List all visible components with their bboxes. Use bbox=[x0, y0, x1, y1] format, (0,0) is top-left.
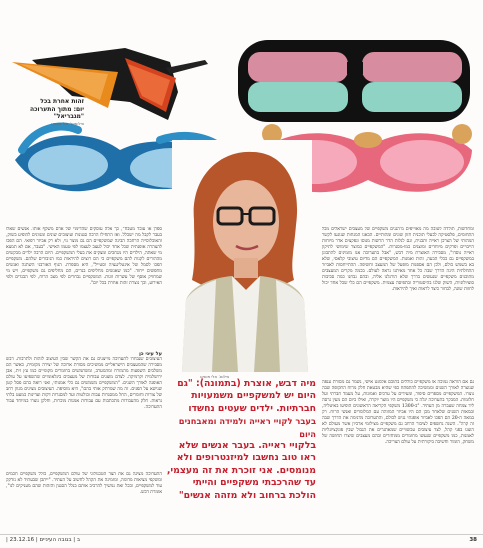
body-column-left-bottom bbox=[6, 472, 162, 532]
paragraph: ספרן או עובד מטבח", כך אלה עוסקים שהדימוי של אדם משקף אותו. אנשים שאלו בעבר לקבל מה ישכלל. ואז התחילו הרבה סגנונות ועיצובים שונים ומגוונים להופיע בשוק, והאוכלוסייה הרחבה הבינה שמשקפיים הם גם מוצר נוי, ולא רק אביזר רפואי. הם הפכו להצהרה אופנתית שכל אחד יכול לעצב לעצמו לפי טעמו האישי. "בעבר, אם לא תמצא מי שאתה, הילדים היו מגחכים ומצקים את בעלי המשקפיים. היום הרבה ילדים מבקשים מההורים לקנות להם משקפיים כי הם רוצים להיראות כמו הגיבורים שלהם. משקפיים הפכו לסמל של אינטליגנציה וסטייל", היא מספרת. הנוף האורבני השתנה ואנשים מחפשים ייחוד. "כמו שאנשים מחליפים בגדים, הם מחליפים גם משקפיים, ויש מי שמחזיק אוסף של עשרות זוגות. המשקפיים נבחרים לפי מצב הרוח, לפי הבגדים ולפי האירוע, וכך נוצרת זהות אחרת בכל יום". bbox=[6, 227, 162, 287]
portrait-credit: צילום: אלי פוסקו bbox=[200, 374, 230, 379]
body-column-right-lower bbox=[322, 380, 474, 532]
pull-quote-line: חברתיות. ילדים שעטים נחשדו bbox=[188, 402, 316, 414]
issue-info: | ב | בגובה העיניים | 23.12.16 bbox=[6, 537, 81, 543]
pull-quote-line: הולכת ברחוב ולא מזהה אנשים" bbox=[178, 489, 316, 501]
caption-credit: צילומים: אלי פוסקו bbox=[51, 120, 84, 126]
pull-quote-line: מיה דבש, אוצרת (בתמונה): "גם bbox=[177, 378, 316, 389]
section-subheading: על עיני כן bbox=[139, 351, 162, 357]
page-number: 38 bbox=[469, 537, 477, 543]
body-column-left-upper bbox=[6, 227, 162, 349]
caption-line2: יום: מתוך התערוכה bbox=[30, 105, 84, 113]
page-footer bbox=[0, 534, 483, 548]
paragraph: גם אם הוראה נמוכה או משקפיים כוללים בתוכם אלמנט אישי, נשמר גם מסורת ענפה שנוצרה לאורך השנים וממשיכה להתפתח כפי שהיא מבטאת חלק מרוח התקופה שבה נוצרו. המשקפיים מספרים סיפור, ומעידים על ערכים ואמונות, על מעמד חברתי ועל חלומות. המבקר בתערוכה יגלה כי משקפיים היו מוצר יוקרה, ואילו כיום הם מעין גרסה ליד צמחה שעברה מן העתיד. "ב-1300 משקפי הקריאה הראשונים הופיעו באיטליה, ובמאות השנים שלאחר מכן הם היו אביזר המזוהה עם המלומדים ואנשי הרוח. רק במאה ה-20 הם הפכו לאביזר אופנתי נגיש לכולם, והתערוכה מדגימה את הדרך שבה זה קרה". השנה נחשפים לציבור הרחב גם משקפיים מצילומי ארכיון אשר מעולם לא הוצגו בפני קהל, לצד עיצובים עכשוויים שמאתגרים את הגבול שבין פונקציונליות לאמנות, כמו משקפיים שנעשו מחומרים ממוחזרים ובהם מעצבים שיצרו תחושה של משחק, הומור וחשיבה ביקורתית על עולם הצריכה. bbox=[322, 380, 474, 446]
portrait-photo bbox=[172, 140, 312, 372]
caption-title: זהות אחרת בכל bbox=[40, 98, 84, 105]
woman-portrait-illustration bbox=[172, 140, 312, 372]
paragraph: התערוכה מציגה גם את הצד הטכנולוגי של עולם המשקפיים, כולל משקפיים חכמים ומשקפי מציאות מדומה, ומזמינה את הקהל לחשוב על העתיד. "ייתכן שבעתיד לא נזדקק עוד למשקפיים, ובכל זאת נמשיך להרכיב אותם בגלל הסגנון והזהות שהם מעניקים לנו", אומרת דבש. bbox=[6, 472, 162, 496]
pull-quote-line: היום יש למשקפיים משמעויות bbox=[191, 390, 316, 402]
pull-quote-line: ראו טוב נחשבו למיזנטרופים ולא bbox=[176, 452, 316, 464]
body-column-left-lower bbox=[6, 349, 162, 469]
image-caption bbox=[6, 98, 84, 127]
pink-mint-glasses bbox=[238, 40, 470, 122]
pull-quote bbox=[164, 378, 316, 502]
pull-quote-line: בעבר לקויי ראייה ולמידה ומאבחנים היום bbox=[178, 416, 316, 439]
caption-line3: "מגבריאל" bbox=[53, 113, 84, 120]
pull-quote-line: בלקויי ראייה. בעבר אנשים שלא bbox=[178, 440, 316, 452]
pull-quote-line: עד שהרכבתי משקפיים והייתי bbox=[192, 477, 316, 489]
paragraph: ומחדשות, תולדה לטובה מה מאוייפים מ'הגנים משקפיים של מעצבים ישראלים מכל התחומים, פלסטיקה לבעלי תוכנית חזון שונים ומהותיים. הבאנו המנחות שנוגעו לקשר המהותי של הצרכן ראייה ותבנית, וגם לגלות הדר הרשות מנוסו ונפקצים אדר מיוחות הייבויים ופרקים מיוחדים ומוצגים כמו-מסגרות. "המשקפיים כמוצר שימושי לתיקון ראייה נוסדו", מסבירה האוצרת מיה דבש, "אבל בתערוכה אנו מזמינים להתבונן במשקפיים גם ככלי הבעה, זהות ואמנות. המשקפיים הם מדיום עיצובי קלאסי, שלא בא בשמש כולם, ולכן הם אספנות מופעל של המעצב וחשיפה. ההתייחסות לאביזר התחלתית הינה הדרך שבה כל אחד מאיתנו נראה לעולם. בכמה מקרים המעצבים מתוכנים משקפיים שנעשים בדרך שלא הורגלנו אליה, ובהם נבחנו כמה סביבות סוציולוגיות, השוק שלנו בהיסטוריה ובתפיסה עצמית. משקפיים הם כלי שכל אחד יכול לחוות שונה, לבחור כיצד לראות ואיך להיראות. bbox=[322, 227, 474, 293]
pull-quote-line: מנומסים. אני זוכרת את זה מעצמי, bbox=[166, 464, 316, 476]
paragraph: העיצובים שנבחרו לתערוכה מייצגים גם את הקשר שבין העיצוב לזהות ולתרבות. דבש מסבירה שהמעצבים הישראליים ממשיכים מסורת ארוכה של יצירה מקומית, כאשר הם משלבים השפעות מהמזרח ומהמערב, ומשתמשים בחומרים מקומיים כמו עץ זית, אבן ירושלמית וקרמיקה. לצדם מוצגים עבודות של מעצבים בינלאומיים שהשפיעו על עולם האופנה לאורך השנים. "המשקפיים משמשים גם כלי אמנותי, ואני רואה בהם פסל קטן שנישא על הפנים. זה מה שמרתק אותי בהם", היא מוסיפה. העיצובים מציגים מגוון רחב של צורות וחומרים, החל ממסגרות עבות ובולטות ועד למסגרות דקות ועדינות כמעט בלתי נראות. חלק מהעבודות מתכתבות עם עבודות אמנות מוכרות, וחלקן נוצרו במיוחד עבור התערוכה. bbox=[6, 357, 162, 411]
